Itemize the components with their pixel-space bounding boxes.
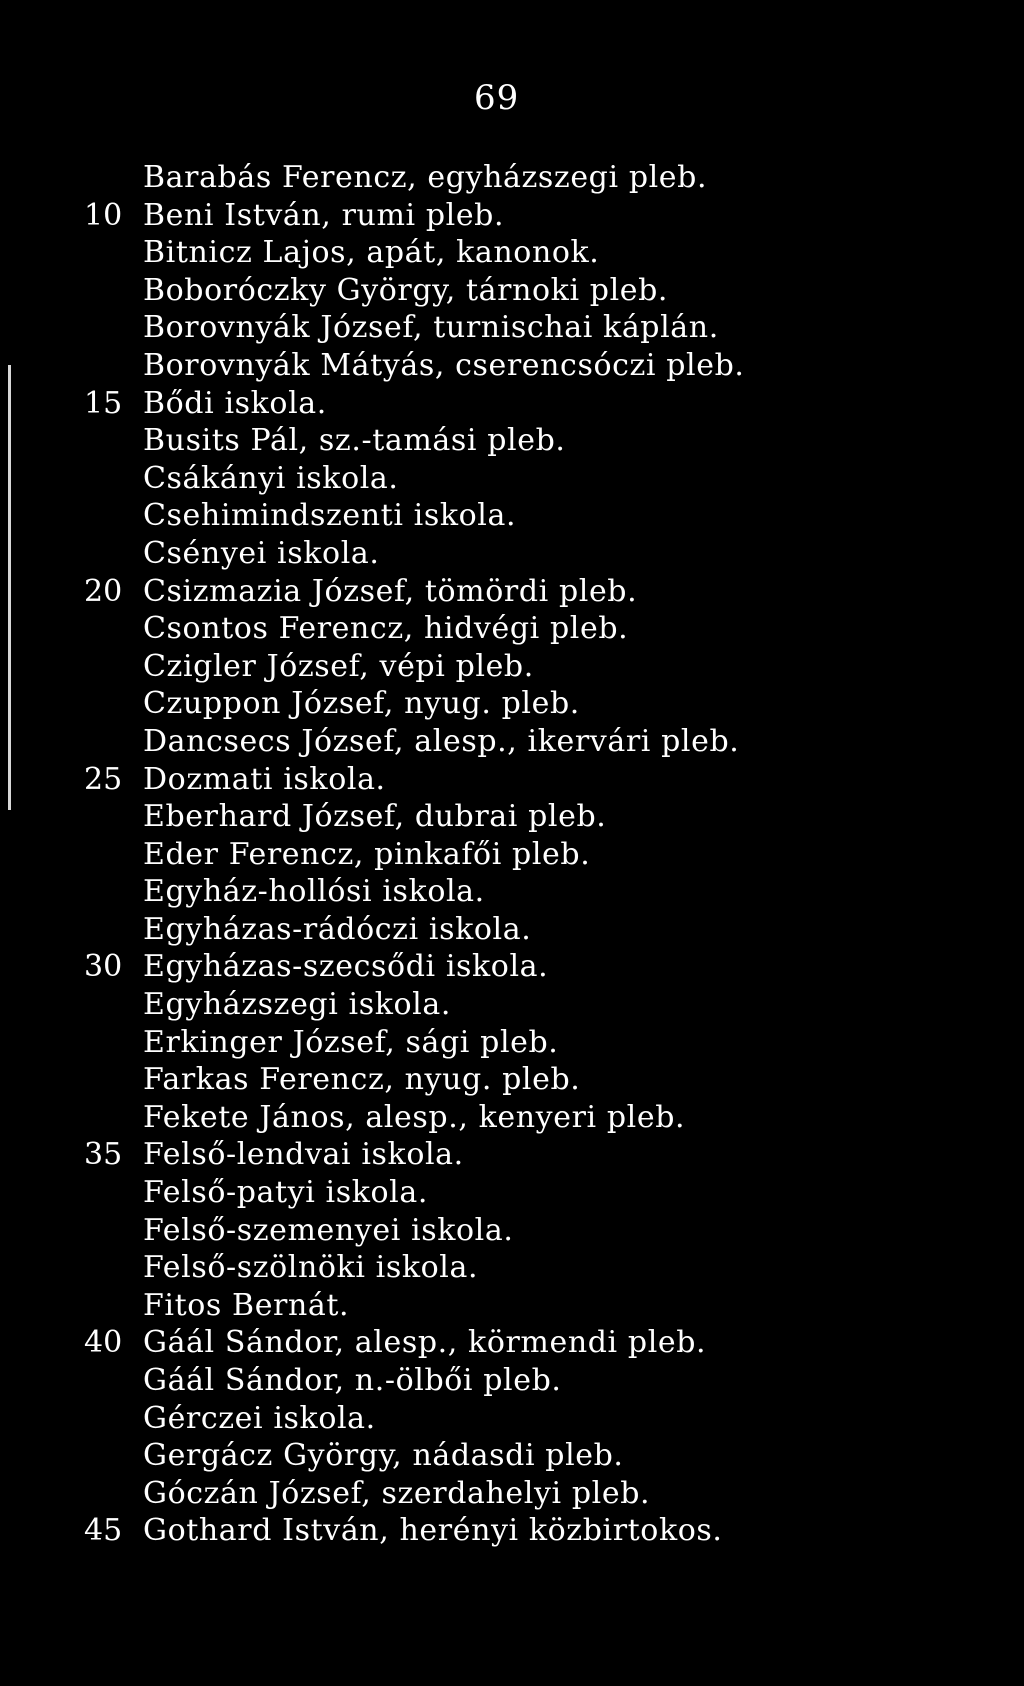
entry-text: Czigler József, vépi pleb.	[143, 648, 534, 684]
line-number: 40	[84, 1325, 123, 1361]
entry-text: Borovnyák József, turnischai káplán.	[143, 310, 719, 346]
entry-text: Bődi iskola.	[143, 385, 327, 421]
list-item	[0, 385, 1024, 423]
list-item	[0, 460, 1024, 498]
entry-text: Egyházas-rádóczi iskola.	[143, 911, 532, 947]
list-item	[0, 685, 1024, 723]
list-item	[0, 1061, 1024, 1099]
entry-text: Egyházszegi iskola.	[143, 987, 452, 1023]
entry-text: Egyházas-szecsődi iskola.	[143, 949, 549, 985]
entry-text: Gothard István, herényi közbirtokos.	[143, 1513, 723, 1549]
list-item	[0, 1324, 1024, 1362]
entry-text: Felső-patyi iskola.	[143, 1175, 428, 1211]
entry-text: Busits Pál, sz.-tamási pleb.	[143, 423, 566, 459]
entry-text: Boboróczky György, tárnoki pleb.	[143, 272, 669, 308]
entry-text: Fitos Bernát.	[143, 1287, 350, 1323]
list-item	[0, 159, 1024, 197]
entry-text: Beni István, rumi pleb.	[143, 197, 505, 233]
list-item	[0, 610, 1024, 648]
entry-text: Gáál Sándor, n.-ölbői pleb.	[143, 1363, 562, 1398]
line-number: 20	[84, 573, 123, 609]
entry-text: Bitnicz Lajos, apát, kanonok.	[143, 235, 600, 271]
entry-text: Góczán József, szerdahelyi pleb.	[143, 1475, 651, 1511]
line-number: 45	[84, 1513, 123, 1549]
list-item	[0, 1024, 1024, 1062]
entry-text: Dancsecs József, alesp., ikervári pleb.	[143, 723, 740, 759]
list-item	[0, 1136, 1024, 1174]
entry-text: Egyház-hollósi iskola.	[143, 874, 485, 910]
list-item	[0, 1475, 1024, 1513]
entry-text: Gérczei iskola.	[143, 1400, 376, 1436]
entry-text: Dozmati iskola.	[143, 761, 386, 797]
list-item	[0, 1362, 1024, 1400]
list-item	[0, 272, 1024, 310]
list-item	[0, 986, 1024, 1024]
entry-text: Borovnyák Mátyás, cserencsóczi pleb.	[143, 347, 745, 383]
list-item	[0, 1512, 1024, 1550]
list-item	[0, 648, 1024, 686]
entry-text: Csehimindszenti iskola.	[143, 498, 517, 534]
entry-text: Csákányi iskola.	[143, 460, 399, 496]
list-item	[0, 873, 1024, 911]
line-number: 15	[84, 385, 123, 421]
list-item	[0, 1249, 1024, 1287]
entry-text: Felső-szemenyei iskola.	[143, 1212, 514, 1248]
entry-text: Czuppon József, nyug. pleb.	[143, 686, 580, 722]
entry-text: Felső-lendvai iskola.	[143, 1137, 464, 1173]
list-item	[0, 1287, 1024, 1325]
entry-text: Barabás Ferencz, egyházszegi pleb.	[143, 160, 708, 195]
list-item	[0, 573, 1024, 611]
list-item	[0, 535, 1024, 573]
entry-text: Fekete János, alesp., kenyeri pleb.	[143, 1099, 686, 1135]
list-item	[0, 1212, 1024, 1250]
entry-text: Csényei iskola.	[143, 535, 380, 571]
list-item	[0, 836, 1024, 874]
entry-text: Gáál Sándor, alesp., körmendi pleb.	[143, 1325, 707, 1361]
list-item	[0, 1099, 1024, 1137]
list-item	[0, 911, 1024, 949]
entry-text: Gergácz György, nádasdi pleb.	[143, 1438, 624, 1474]
line-number: 30	[84, 949, 123, 985]
list-item	[0, 309, 1024, 347]
line-number: 10	[84, 197, 123, 233]
line-number: 25	[84, 761, 123, 797]
list-item	[0, 422, 1024, 460]
entry-text: Farkas Ferencz, nyug. pleb.	[143, 1062, 581, 1098]
list-item	[0, 197, 1024, 235]
list-item	[0, 798, 1024, 836]
entry-text: Erkinger József, sági pleb.	[143, 1024, 559, 1060]
entry-text: Csizmazia József, tömördi pleb.	[143, 573, 638, 609]
entry-text: Felső-szölnöki iskola.	[143, 1250, 479, 1286]
entry-text: Csontos Ferencz, hidvégi pleb.	[143, 611, 629, 647]
entry-list	[0, 159, 1024, 1550]
list-item	[0, 497, 1024, 535]
entry-text: Eder Ferencz, pinkafői pleb.	[143, 836, 591, 872]
page-number: 69	[474, 78, 520, 118]
list-item	[0, 347, 1024, 385]
list-item	[0, 723, 1024, 761]
list-item	[0, 761, 1024, 799]
list-item	[0, 1174, 1024, 1212]
list-item	[0, 234, 1024, 272]
entry-text: Eberhard József, dubrai pleb.	[143, 799, 607, 835]
line-number: 35	[84, 1137, 123, 1173]
list-item	[0, 948, 1024, 986]
list-item	[0, 1437, 1024, 1475]
list-item	[0, 1400, 1024, 1438]
